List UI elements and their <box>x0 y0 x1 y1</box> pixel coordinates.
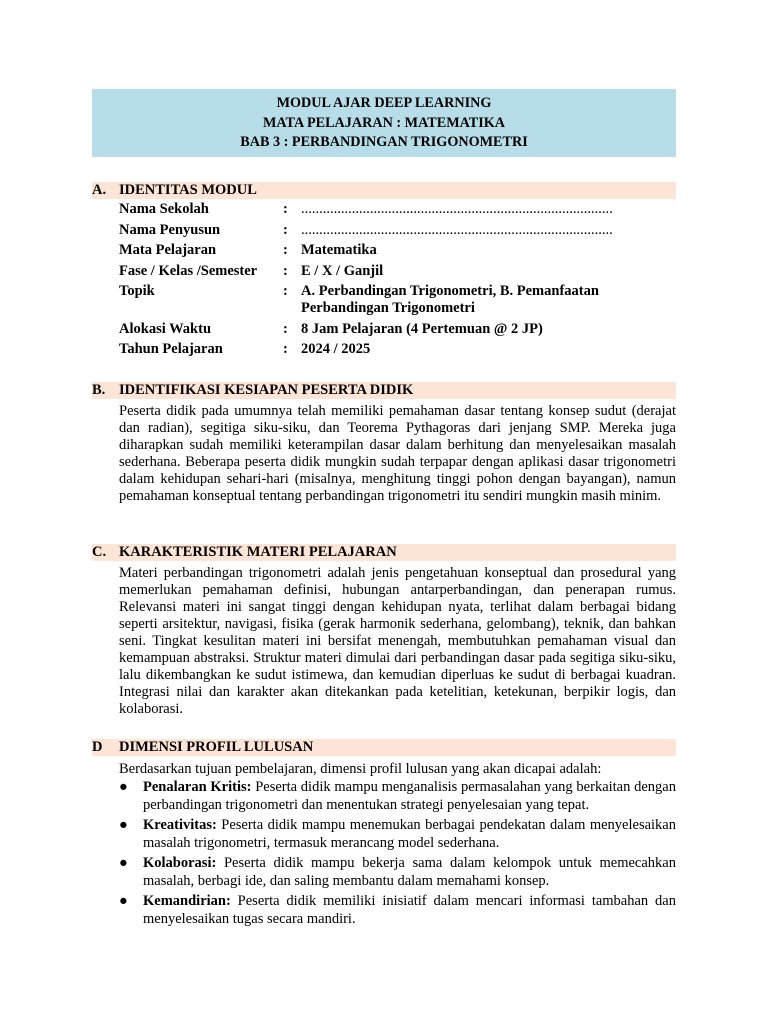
section-a-letter: A. <box>92 182 107 198</box>
identity-row-topic <box>119 283 676 317</box>
document-title-box <box>92 89 676 157</box>
list-item-term: Kreativitas: <box>143 817 217 833</box>
identity-colon: : <box>283 242 288 258</box>
identity-colon: : <box>283 320 288 337</box>
identity-row-time <box>119 321 676 338</box>
identity-value: 2024 / 2025 <box>301 341 371 357</box>
identity-label: Topik <box>119 283 155 299</box>
list-item-text: Peserta didik mampu menganalisis permasalahan yang berkaitan dengan perbandingan trigonometri dan menentukan strategi penyelesaian yang tepat. <box>143 779 676 813</box>
list-item-text: Peserta didik mampu bekerja sama dalam kelompok untuk memecahkan masalah, berbagi ide, dan saling membantu dalam memahami konsep. <box>143 855 676 889</box>
list-item-term: Kolaborasi: <box>143 855 217 871</box>
list-item <box>119 893 676 928</box>
bullet-icon: ● <box>119 855 128 871</box>
identity-colon: : <box>283 341 288 357</box>
bullet-icon: ● <box>119 779 128 795</box>
identity-label: Mata Pelajaran <box>119 242 217 258</box>
section-b-letter: B. <box>92 382 106 398</box>
bullet-icon: ● <box>119 817 128 833</box>
section-c-letter: C. <box>92 544 107 560</box>
list-item-text: Peserta didik mampu menemukan berbagai pendekatan dalam menyelesaikan masalah trigonometri, termasuk merancang model sederhana. <box>143 817 676 851</box>
section-c-heading <box>92 544 676 561</box>
identity-label: Tahun Pelajaran <box>119 341 223 357</box>
section-d-heading <box>92 739 676 756</box>
list-item <box>119 817 676 852</box>
list-item-term: Penalaran Kritis: <box>143 779 252 795</box>
identity-value: ...................................................................................... <box>301 221 613 238</box>
identity-row-subject <box>119 242 676 259</box>
list-item <box>119 855 676 890</box>
identity-colon: : <box>283 283 288 299</box>
section-c-paragraph: Materi perbandingan trigonometri adalah jenis pengetahuan konseptual dan prosedural yang memerlukan pemahaman definisi, hubungan antarperbandingan, dan penerapan rumus. Relevansi materi ini sangat tinggi dengan kehidupan nyata, terlihat dalam berbagai bidang seperti arsitektur, navigasi, fisika (gerak harmonik sederhana, gelombang), teknik, dan bahkan seni. Tingkat kesulitan materi ini bersifat menengah, membutuhkan pemahaman visual dan kemampuan abstraksi. Struktur materi dimulai dari perbandingan dasar pada segitiga siku-siku, lalu dikembangkan ke sudut istimewa, dan kemudian diperluas ke sudut di berbagai kuadran. Integrasi nilai dan karakter akan ditekankan pada ketelitian, ketekunan, berpikir logis, dan kolaborasi. <box>119 565 676 717</box>
identity-row-phase <box>119 263 676 280</box>
identity-colon: : <box>283 221 288 238</box>
section-b-paragraph: Peserta didik pada umumnya telah memiliki pemahaman dasar tentang konsep sudut (derajat dan radian), segitiga siku-siku, dan Teorema Pythagoras dari jenjang SMP. Mereka juga diharapkan sudah memiliki keterampilan dasar dalam berhitung dan menyelesaikan masalah sederhana. Beberapa peserta didik mungkin sudah terpapar dengan aplikasi dasar trigonometri dalam kehidupan sehari-hari (misalnya, menghitung tinggi pohon dengan bayangan), namun pemahaman konseptual tentang perbandingan trigonometri itu sendiri mungkin masih minim. <box>119 403 676 504</box>
list-item-term: Kemandirian: <box>143 893 231 909</box>
identity-label: Fase / Kelas /Semester <box>119 262 258 279</box>
identity-row-author <box>119 222 676 239</box>
identity-value: 8 Jam Pelajaran (4 Pertemuan @ 2 JP) <box>301 320 543 337</box>
identity-colon: : <box>283 201 288 217</box>
list-item <box>119 779 676 814</box>
section-a-heading <box>92 182 676 199</box>
identity-value: A. Perbandingan Trigonometri, B. Pemanfaatan Perbandingan Trigonometri <box>301 283 599 316</box>
section-d-intro: Berdasarkan tujuan pembelajaran, dimensi profil lulusan yang akan dicapai adalah: <box>119 761 602 777</box>
section-d-title: DIMENSI PROFIL LULUSAN <box>119 739 314 755</box>
section-b-title: IDENTIFIKASI KESIAPAN PESERTA DIDIK <box>119 382 414 398</box>
section-c-title: KARAKTERISTIK MATERI PELAJARAN <box>119 544 397 560</box>
identity-row-school <box>119 201 676 218</box>
title-line-3: BAB 3 : PERBANDINGAN TRIGONOMETRI <box>240 134 528 150</box>
identity-colon: : <box>283 262 288 279</box>
title-line-2: MATA PELAJARAN : MATEMATIKA <box>262 114 506 131</box>
title-line-1: MODUL AJAR DEEP LEARNING <box>276 95 492 111</box>
list-item-text: Peserta didik memiliki inisiatif dalam mencari informasi tambahan dan menyelesaikan tugas secara mandiri. <box>143 893 676 927</box>
identity-value: Matematika <box>301 242 377 258</box>
identity-label: Alokasi Waktu <box>119 320 212 337</box>
identity-label: Nama Penyusun <box>119 221 221 238</box>
section-a-title: IDENTITAS MODUL <box>119 182 257 198</box>
section-b-heading <box>92 382 676 399</box>
identity-row-year <box>119 341 676 358</box>
bullet-icon: ● <box>119 893 128 909</box>
identity-value: E / X / Ganjil <box>301 262 384 279</box>
identity-table <box>119 201 676 358</box>
identity-value: ...................................................................................... <box>301 201 613 217</box>
identity-label: Nama Sekolah <box>119 201 209 217</box>
section-d-letter: D <box>92 739 103 755</box>
profile-dimension-list <box>119 779 676 931</box>
